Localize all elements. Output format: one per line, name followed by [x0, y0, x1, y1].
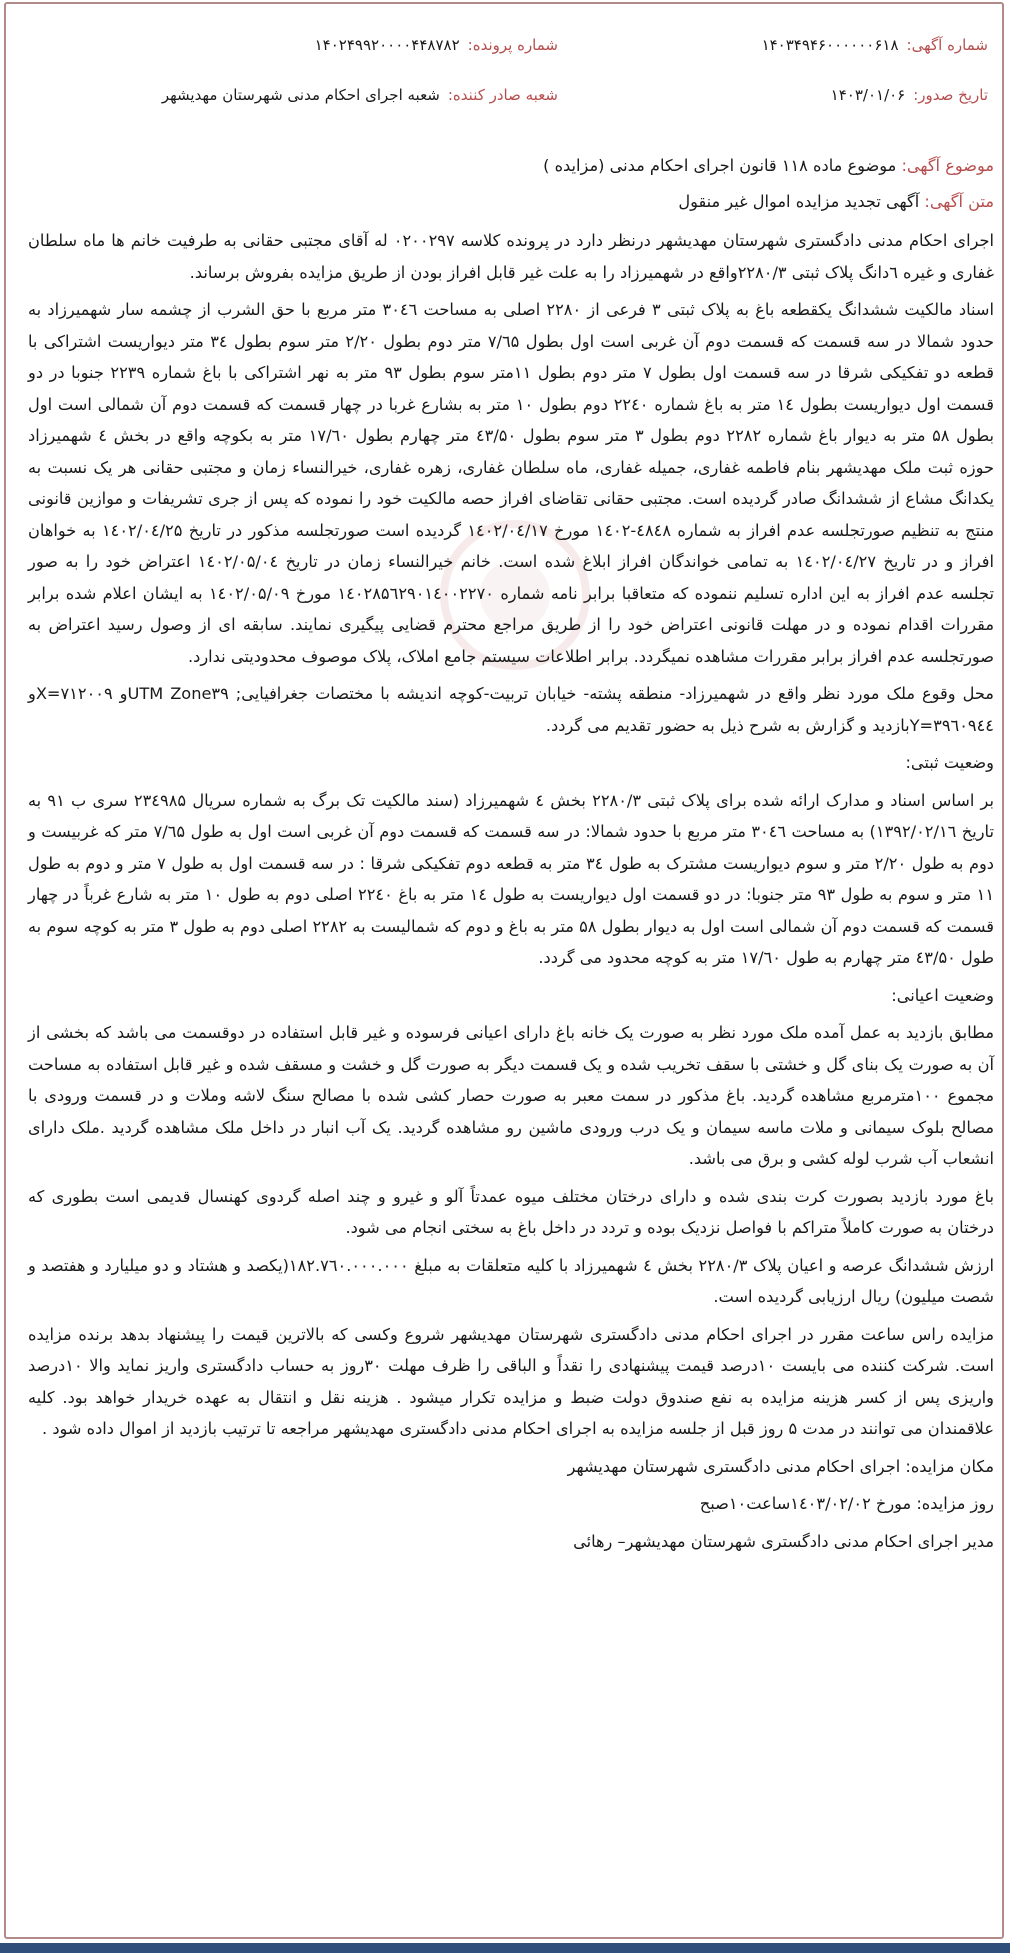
signature-line: مدیر اجرای احکام مدنی دادگستری شهرستان مهدیشهر– رهائی — [573, 1531, 994, 1551]
file-number-value: ۱۴۰۲۴۹۹۲۰۰۰۰۴۴۸۷۸۲ — [314, 36, 460, 54]
body-title-line — [28, 186, 994, 218]
issue-date-label: تاریخ صدور: — [913, 86, 988, 104]
building-status-heading: وضعیت اعیانی: — [891, 985, 994, 1005]
file-number-row — [315, 36, 558, 54]
building-status-paragraph: مطابق بازدید به عمل آمده ملک مورد نظر به صورت یک خانه باغ دارای اعیانی فرسوده و غیر قابل استفاده در دوقسمت می باشد که بخشی از آن به صورت یک بنای گل و خشتی با سقف تخریب شده و یک قسمت دیگر به صورت گل و خشت و مسقف شده و غیر قابل استفاده به مساحت مجموع ۱۰۰مترمربع مشاهده گردید. باغ مذکور در سمت معبر به صورت حصار کشی شده با مصالح سنگ لاشه وملات و در قسمت ورودی با مصالح بلوک سیمانی و ملات ماسه سیمان و یک درب ورودی ماشین رو مشاهده گردید. یک آب انبار در داخل ملک مشاهده گردید .ملک دارای انشعاب آب شرب لوله کشی و برق می باشد. — [28, 1023, 994, 1168]
subject-label: موضوع آگهی: — [901, 156, 994, 175]
issue-date-value: ۱۴۰۳/۰۱/۰۶ — [830, 86, 906, 104]
issuer-value: شعبه اجرای احکام مدنی شهرستان مهدیشهر — [161, 86, 440, 104]
notice-number-label: شماره آگهی: — [906, 36, 988, 54]
location-paragraph: محل وقوع ملک مورد نظر واقع در شهمیرزاد- منطقه پشته- خیابان تربیت-کوچه اندیشه با مختصات جغرافیایی; UTM Zone۳۹و X=۷۱۲۰۰۹و Y=۳۹٦۰۹٤٤بازدید و گزارش به شرح ذیل به حضور تقدیم می گردد. — [28, 684, 994, 735]
ownership-paragraph: اسناد مالکیت ششدانگ یکقطعه باغ به پلاک ثبتی ۳ فرعی از ۲۲۸۰ اصلی به مساحت ۳۰٤٦ متر مربع با حق الشرب از چشمه سار شهمیرزاد به حدود شمالا در سه قسمت که قسمت دوم آن غربی است اول بطول ۷/٦۵ متر دوم بطول ۲/۲۰ متر سوم بطول ۳٤ متر دیواریست اشتراکی با قطعه دو تفکیکی شرقا در سه قسمت اول بطول ۷ متر دوم بطول ۱۱متر سوم بطول ۹۳ متر به نهر اشتراکی با باغ شماره ۲۲۳۹ جنوبا در دو قسمت اول دیواریست بطول ۱٤ متر به باغ شماره ۲۲٤۰ دوم بطول ۱۰ متر به بشارع غربا در چهار قسمت که قسمت دوم آن شمالی است اول بطول ۵۸ متر به دیوار باغ شماره ۲۲۸۲ دوم بطول ۳ متر سوم بطول ٤۳/۵۰ متر چهارم بطول ۱۷/٦۰ متر به بکوچه واقع در بخش ٤ شهمیرزاد حوزه ثبت ملک مهدیشهر بنام فاطمه غفاری، جمیله غفاری، ماه سلطان غفاری، زهره غفاری، خیرالنساء زمان و مجتبی حقانی هر یک نسبت به یکدانگ مشاع از ششدانگ صادر گردیده است. مجتبی حقانی تقاضای افراز حصه مالکیت خود را نموده که پس از جری تشریفات و موازین قانونی منتج به تنظیم صورتجلسه عدم افراز به شماره ٤۸٤۸-۱٤۰۲ مورخ ۱٤۰۲/۰٤/۱۷ گردیده است صورتجلسه مذکور در تاریخ ۱٤۰۲/۰٤/۲۵ به خواهان افراز و در تاریخ ۱٤۰۲/۰٤/۲۷ به تمامی خواندگان افراز ابلاغ شده است. خانم خیرالنساء زمان در تاریخ ۱٤۰۲/۰۵/۰٤ اعتراض خود را به صور تجلسه عدم افراز به این اداره تسلیم ننموده که متعاقبا برابر نامه شماره ۱٤۰۲۸۵٦۲۹۰۱٤۰۰۲۲۷۰ مورخ ۱٤۰۲/۰۵/۰۹ به ایشان اعلام شده برابر مقررات اقدام نموده و در مهلت قانونی اعتراض خود را از طریق مراجع محترم قضایی پیگیری نمایند. سابقه ای از وصول رسید اعتراض به صورتجلسه عدم افراز برابر مقررات مشاهده نمیگردد. برابر اطلاعات سیستم جامع املاک، پلاک موصوف محدودیتی ندارد. — [28, 300, 995, 666]
registry-status-heading: وضعیت ثبتی: — [905, 753, 994, 772]
auction-place: مکان مزایده: اجرای احکام مدنی دادگستری شهرستان مهدیشهر — [567, 1456, 994, 1476]
subject-line — [28, 150, 994, 182]
issue-date-row — [831, 86, 988, 104]
notice-body — [28, 150, 994, 1563]
body-title-label: متن آگهی: — [924, 191, 994, 211]
bottom-bar — [0, 1943, 1010, 1953]
body-title-value: آگهی تجدید مزایده اموال غیر منقول — [678, 191, 920, 211]
subject-value: موضوع ماده ۱۱۸ قانون اجرای احکام مدنی (مزایده ) — [543, 156, 897, 175]
notice-number-row — [762, 36, 988, 54]
auction-terms-paragraph: مزایده راس ساعت مقرر در اجرای احکام مدنی دادگستری شهرستان مهدیشهر شروع وکسی که بالاترین قیمت را پیشنهاد بدهد برنده مزایده است. شرکت کننده می بایست ۱۰درصد قیمت پیشنهادی را نقداً و الباقی را ظرف مهلت ۳۰روز به حساب دادگستری واریز نماید والا ۱۰درصد واریزی پس از کسر هزینه مزایده به نفع صندوق دولت ضبط و مزایده تکرار میشود . هزینه نقل و انتقال به عهده خریدار خواهد بود. کلیه علاقمندان می توانند در مدت ۵ روز قبل از جلسه مزایده به اجرای احکام مدنی دادگستری مهدیشهر مراجعه تا ترتیب بازدید از اموال داده شود . — [28, 1324, 995, 1438]
issuer-label: شعبه صادر کننده: — [447, 86, 558, 104]
intro-paragraph: اجرای احکام مدنی دادگستری شهرستان مهدیشهر درنظر دارد در پرونده کلاسه ۰۲۰۰۲۹۷ له آقای مجتبی حقانی به طرفیت خانم ها ماه سلطان غفاری و غیره ٦دانگ پلاک ثبتی ۲۲۸۰/۳واقع در شهمیرزاد را به علت غیر قابل افراز بودن از طریق مزایده بفروش برساند. — [28, 231, 994, 282]
garden-paragraph: باغ مورد بازدید بصورت کرت بندی شده و دارای درختان مختلف میوه عمدتاً آلو و غیرو و چند اصله گردوی کهنسال قدیمی است بطوری که درختان به صورت کاملاً متراکم با فواصل نزدیک بوده و تردد در داخل باغ به سختی انجام می شود. — [28, 1186, 994, 1237]
auction-date: روز مزایده: مورخ ۱٤۰۳/۰۲/۰۲ساعت۱۰صبح — [699, 1494, 994, 1513]
issuer-row — [162, 86, 558, 104]
file-number-label: شماره پرونده: — [467, 36, 558, 54]
notice-number-value: ۱۴۰۳۴۹۴۶۰۰۰۰۰۰۶۱۸ — [761, 36, 899, 54]
registry-status-paragraph: بر اساس اسناد و مدارک ارائه شده برای پلاک ثبتی ۲۲۸۰/۳ بخش ٤ شهمیرزاد (سند مالکیت تک برگ به شماره سریال ۲۳٤۹۸۵ سری ب ۹۱ به تاریخ ۱۳۹۲/۰۲/۱٦) به مساحت ۳۰٤٦ متر مربع با حدود شمالا: در سه قسمت که قسمت دوم آن غربی است اول به طول ۷/٦۵ متر که غربیست و دوم به طول ۲/۲۰ متر و سوم دیواریست مشترک به طول ۳٤ متر به قطعه دوم تفکیکی شرقا : در سه قسمت اول به طول ۷ متر و دوم به طول ۱۱ متر و سوم به طول ۹۳ متر جنوبا: در دو قسمت اول دیواریست به طول ۱٤ متر به باغ ۲۲٤۰ اصلی دوم به طول ۱۰ متر به شارع غرباً در چهار قسمت که قسمت دوم آن شمالی است اول به دیوار بطول ۵۸ متر به باغ و دوم که شمالیست به ۲۲۸۲ اصلی دوم به طول ۳ متر به کوچه سوم به طول ٤۳/۵۰ متر چهارم به طول ۱۷/٦۰ متر به کوچه محدود می گردد. — [28, 790, 995, 967]
valuation-paragraph: ارزش ششدانگ عرصه و اعیان پلاک ۲۲۸۰/۳ بخش ٤ شهمیرزاد با کلیه متعلقات به مبلغ ۱۸۲.۷٦۰.۰۰۰.۰۰۰(یکصد و هشتاد و دو میلیارد و هفتصد و شصت میلیون) ریال ارزیابی گردیده است. — [28, 1255, 994, 1306]
